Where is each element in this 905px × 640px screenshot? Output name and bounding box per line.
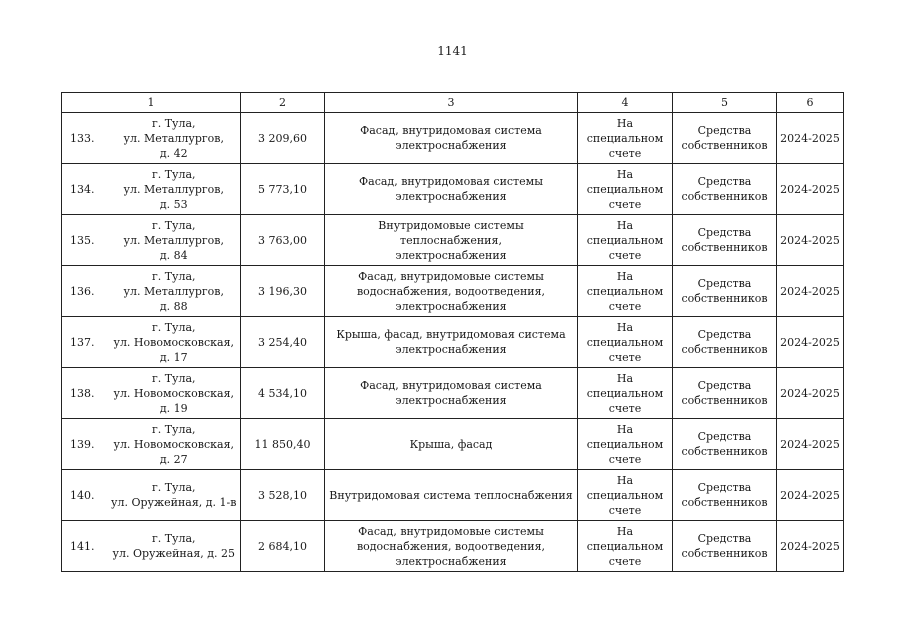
address-cell-line: ул. Оружейная, д. 25 — [112, 547, 236, 560]
account-cell-line: счете — [608, 197, 642, 211]
address-cell-line: ул. Металлургов, — [123, 284, 224, 298]
account-cell-line: специальном — [586, 335, 664, 349]
works-cell-line: электроснабжения — [395, 248, 507, 262]
funds-cell-line: Средства — [697, 481, 752, 494]
header-row — [62, 93, 844, 113]
account-cell-line: специальном — [586, 182, 664, 196]
table-row — [62, 521, 844, 572]
address-cell-line: ул. Оружейная, д. 1-в — [111, 496, 237, 509]
works-cell — [325, 419, 578, 470]
header-cell-2: 2 — [241, 93, 325, 113]
row-number: 141. — [62, 521, 108, 572]
row-number: 136. — [62, 266, 108, 317]
funds-cell-line: собственников — [681, 445, 768, 458]
row-number: 140. — [62, 470, 108, 521]
table-row — [62, 164, 844, 215]
address-cell-line: г. Тула, — [151, 532, 196, 545]
table-row — [62, 266, 844, 317]
account-cell — [578, 113, 673, 164]
funds-cell — [673, 215, 777, 266]
address-cell — [108, 317, 241, 368]
address-cell-line: д. 27 — [159, 452, 188, 466]
account-cell-line: На — [616, 167, 634, 181]
area-cell: 3 196,30 — [241, 266, 325, 317]
area-cell: 3 254,40 — [241, 317, 325, 368]
capital-repair-table — [61, 92, 844, 572]
address-cell — [108, 368, 241, 419]
header-cell-4: 4 — [578, 93, 673, 113]
account-cell — [578, 419, 673, 470]
table-row — [62, 113, 844, 164]
funds-cell-line: собственников — [681, 496, 768, 509]
funds-cell-line: Средства — [697, 124, 752, 137]
account-cell — [578, 317, 673, 368]
address-cell-line: ул. Металлургов, — [123, 182, 224, 196]
table-row — [62, 419, 844, 470]
works-cell — [325, 521, 578, 572]
funds-cell-line: собственников — [681, 139, 768, 152]
address-cell-line: г. Тула, — [151, 167, 196, 181]
account-cell-line: специальном — [586, 233, 664, 247]
header-cell-5: 5 — [673, 93, 777, 113]
works-cell — [325, 368, 578, 419]
account-cell-line: счете — [608, 146, 642, 160]
table-row — [62, 215, 844, 266]
account-cell-line: специальном — [586, 386, 664, 400]
works-cell-line: электроснабжения — [395, 190, 507, 203]
works-cell-line: водоснабжения, водоотведения, — [356, 539, 546, 553]
period-cell: 2024-2025 — [777, 419, 844, 470]
funds-cell-line: собственников — [681, 292, 768, 305]
works-cell — [325, 215, 578, 266]
funds-cell-line: Средства — [697, 175, 752, 188]
works-cell-line: водоснабжения, водоотведения, — [356, 284, 546, 298]
account-cell-line: счете — [608, 248, 642, 262]
funds-cell-line: Средства — [697, 532, 752, 545]
period-cell: 2024-2025 — [777, 368, 844, 419]
account-cell-line: счете — [608, 350, 642, 364]
account-cell-line: счете — [608, 452, 642, 466]
funds-cell — [673, 164, 777, 215]
address-cell-line: ул. Новомосковская, — [113, 386, 235, 400]
funds-cell-line: Средства — [697, 430, 752, 443]
address-cell-line: д. 42 — [159, 146, 188, 160]
period-cell: 2024-2025 — [777, 521, 844, 572]
address-cell-line: г. Тула, — [151, 269, 196, 283]
account-cell-line: На — [616, 116, 634, 130]
address-cell-line: ул. Металлургов, — [123, 131, 224, 145]
table-row — [62, 368, 844, 419]
period-cell: 2024-2025 — [777, 164, 844, 215]
table-body — [62, 93, 844, 572]
address-cell-line: г. Тула, — [151, 320, 196, 334]
account-cell-line: На — [616, 320, 634, 334]
address-cell — [108, 419, 241, 470]
row-number: 134. — [62, 164, 108, 215]
works-cell-line: Фасад, внутридомовые системы — [358, 269, 544, 283]
account-cell — [578, 215, 673, 266]
works-cell-line: электроснабжения — [395, 299, 507, 313]
header-cell-1: 1 — [62, 93, 241, 113]
address-cell — [108, 470, 241, 521]
account-cell — [578, 164, 673, 215]
address-cell — [108, 521, 241, 572]
address-cell-line: ул. Металлургов, — [123, 233, 224, 247]
works-cell-line: Фасад, внутридомовая система — [360, 379, 542, 392]
area-cell: 3 528,10 — [241, 470, 325, 521]
works-cell-line: Фасад, внутридомовая системы — [359, 175, 543, 188]
table-row — [62, 470, 844, 521]
period-cell: 2024-2025 — [777, 266, 844, 317]
account-cell-line: специальном — [586, 437, 664, 451]
account-cell-line: На — [616, 218, 634, 232]
works-cell — [325, 317, 578, 368]
funds-cell — [673, 521, 777, 572]
area-cell: 3 763,00 — [241, 215, 325, 266]
account-cell-line: счете — [608, 299, 642, 313]
works-cell-line: Внутридомовая система теплоснабжения — [329, 488, 573, 502]
account-cell — [578, 368, 673, 419]
period-cell: 2024-2025 — [777, 215, 844, 266]
header-cell-3: 3 — [325, 93, 578, 113]
address-cell-line: г. Тула, — [151, 218, 196, 232]
funds-cell-line: собственников — [681, 241, 768, 254]
address-cell-line: д. 84 — [159, 248, 188, 262]
account-cell-line: специальном — [586, 488, 664, 502]
address-cell-line: д. 88 — [159, 299, 188, 313]
address-cell-line: г. Тула, — [151, 481, 196, 494]
funds-cell — [673, 113, 777, 164]
funds-cell-line: собственников — [681, 394, 768, 407]
area-cell: 4 534,10 — [241, 368, 325, 419]
works-cell-line: электроснабжения — [395, 394, 507, 407]
works-cell-line: электроснабжения — [395, 554, 507, 568]
address-cell — [108, 113, 241, 164]
area-cell: 5 773,10 — [241, 164, 325, 215]
area-cell: 2 684,10 — [241, 521, 325, 572]
address-cell-line: ул. Новомосковская, — [113, 437, 235, 451]
area-cell: 3 209,60 — [241, 113, 325, 164]
works-cell-line: электроснабжения — [395, 139, 507, 152]
address-cell — [108, 215, 241, 266]
works-cell-line: Крыша, фасад — [409, 437, 493, 451]
works-cell-line: Фасад, внутридомовые системы — [358, 524, 544, 538]
address-cell-line: г. Тула, — [151, 371, 196, 385]
funds-cell-line: Средства — [697, 277, 752, 290]
funds-cell — [673, 368, 777, 419]
account-cell — [578, 266, 673, 317]
address-cell-line: д. 17 — [159, 350, 188, 364]
table-row — [62, 317, 844, 368]
funds-cell-line: Средства — [697, 328, 752, 341]
address-cell — [108, 266, 241, 317]
account-cell-line: специальном — [586, 539, 664, 553]
account-cell-line: На — [616, 371, 634, 385]
row-number: 137. — [62, 317, 108, 368]
row-number: 133. — [62, 113, 108, 164]
funds-cell-line: собственников — [681, 547, 768, 560]
works-cell-line: Внутридомовые системы теплоснабжения, — [378, 218, 524, 247]
funds-cell — [673, 419, 777, 470]
works-cell-line: электроснабжения — [395, 343, 507, 356]
account-cell-line: специальном — [586, 284, 664, 298]
funds-cell — [673, 317, 777, 368]
row-number: 135. — [62, 215, 108, 266]
account-cell — [578, 521, 673, 572]
row-number: 138. — [62, 368, 108, 419]
account-cell-line: счете — [608, 401, 642, 415]
funds-cell-line: Средства — [697, 379, 752, 392]
address-cell-line: д. 19 — [159, 401, 188, 415]
works-cell — [325, 113, 578, 164]
account-cell-line: На — [616, 269, 634, 283]
period-cell: 2024-2025 — [777, 470, 844, 521]
period-cell: 2024-2025 — [777, 317, 844, 368]
account-cell — [578, 470, 673, 521]
funds-cell-line: собственников — [681, 190, 768, 203]
works-cell — [325, 266, 578, 317]
works-cell — [325, 470, 578, 521]
address-cell-line: д. 53 — [159, 197, 188, 211]
account-cell-line: счете — [608, 503, 642, 517]
page-number: 1141 — [437, 44, 468, 58]
area-cell: 11 850,40 — [241, 419, 325, 470]
header-cell-6: 6 — [777, 93, 844, 113]
address-cell-line: г. Тула, — [151, 422, 196, 436]
works-cell-line: Крыша, фасад, внутридомовая система — [336, 328, 566, 341]
address-cell-line: ул. Новомосковская, — [113, 335, 235, 349]
funds-cell — [673, 266, 777, 317]
account-cell-line: специальном — [586, 131, 664, 145]
address-cell — [108, 164, 241, 215]
account-cell-line: На — [616, 422, 634, 436]
period-cell: 2024-2025 — [777, 113, 844, 164]
account-cell-line: счете — [608, 554, 642, 568]
row-number: 139. — [62, 419, 108, 470]
account-cell-line: На — [616, 524, 634, 538]
funds-cell-line: собственников — [681, 343, 768, 356]
address-cell-line: г. Тула, — [151, 116, 196, 130]
funds-cell-line: Средства — [697, 226, 752, 239]
works-cell — [325, 164, 578, 215]
funds-cell — [673, 470, 777, 521]
works-cell-line: Фасад, внутридомовая система — [360, 124, 542, 137]
account-cell-line: На — [616, 473, 634, 487]
